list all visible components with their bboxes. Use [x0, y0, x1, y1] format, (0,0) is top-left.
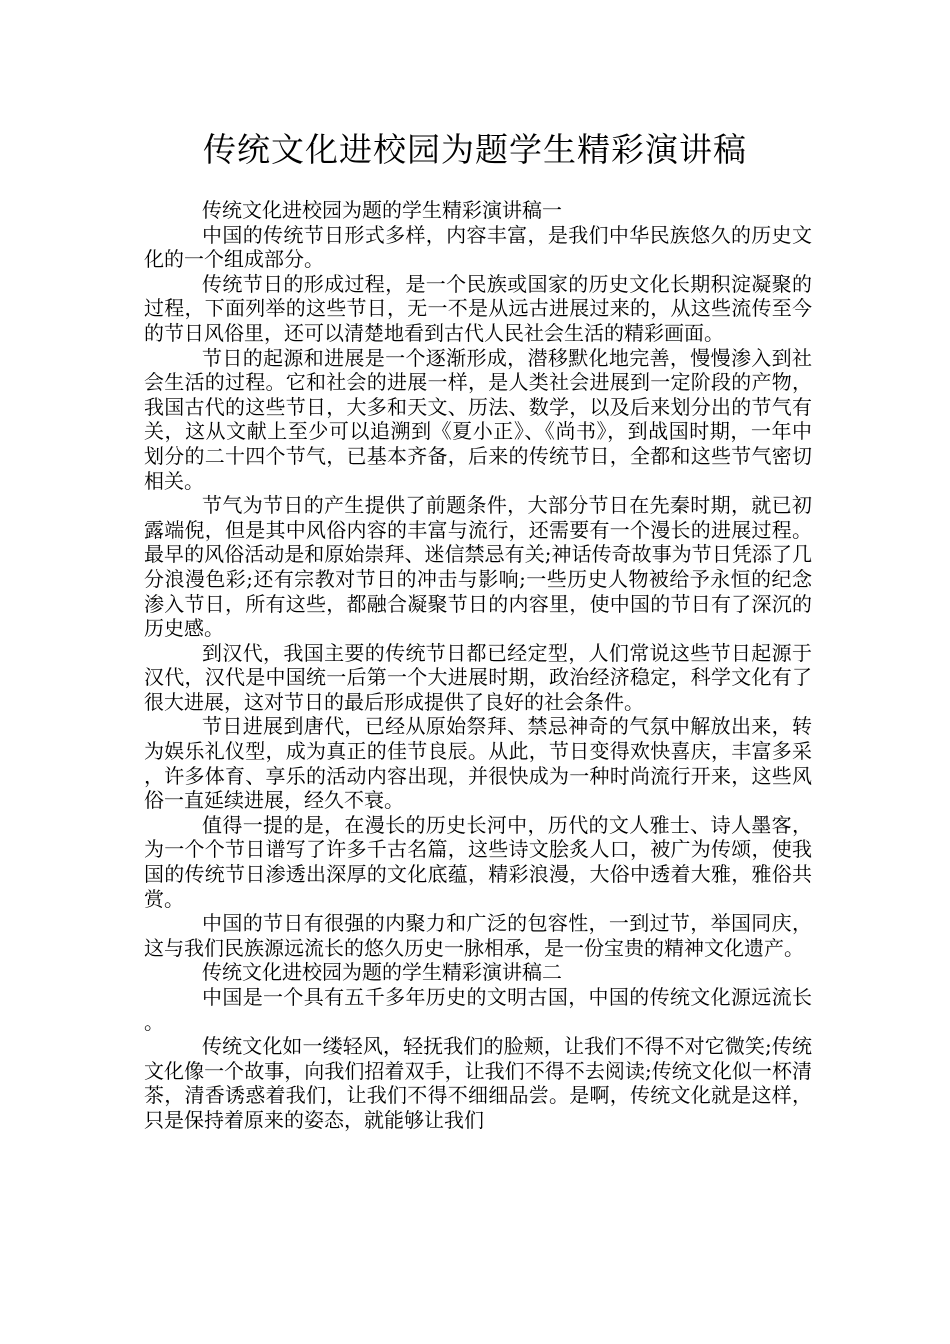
paragraph: 中国是一个具有五千多年历史的文明古国，中国的传统文化源远流长。	[144, 985, 812, 1034]
paragraph: 中国的节日有很强的内聚力和广泛的包容性，一到过节，举国同庆，这与我们民族源远流长的悠久历史一脉相承，是一份宝贵的精神文化遗产。	[144, 911, 812, 960]
paragraph: 节气为节日的产生提供了前题条件，大部分节日在先秦时期，就已初露端倪，但是其中风俗内容的丰富与流行，还需要有一个漫长的进展过程。最早的风俗活动是和原始崇拜、迷信禁忌有关;神话传奇故事为节日凭添了几分浪漫色彩;还有宗教对节日的冲击与影响;一些历史人物被给予永恒的纪念渗入节日，所有这些，都融合凝聚节日的内容里，使中国的节日有了深沉的历史感。	[144, 493, 812, 641]
paragraph: 传统文化如一缕轻风，轻抚我们的脸颊，让我们不得不对它微笑;传统文化像一个故事，向我们招着双手，让我们不得不去阅读;传统文化似一杯清茶，清香诱惑着我们，让我们不得不细细品尝。是啊，传统文化就是这样，只是保持着原来的姿态，就能够让我们	[144, 1034, 812, 1132]
document-title: 传统文化进校园为题学生精彩演讲稿	[203, 130, 747, 169]
section-heading-2: 传统文化进校园为题的学生精彩演讲稿二	[202, 960, 562, 985]
paragraph: 节日进展到唐代，已经从原始祭拜、禁忌神奇的气氛中解放出来，转为娱乐礼仪型，成为真正的佳节良辰。从此，节日变得欢快喜庆，丰富多采，许多体育、享乐的活动内容出现，并很快成为一种时尚流行开来，这些风俗一直延续进展，经久不衰。	[144, 714, 812, 813]
document-body	[144, 198, 812, 1133]
paragraph: 到汉代，我国主要的传统节日都已经定型，人们常说这些节日起源于汉代，汉代是中国统一后第一个大进展时期，政治经济稳定，科学文化有了很大进展，这对节日的最后形成提供了良好的社会条件。	[144, 640, 812, 714]
paragraph: 值得一提的是，在漫长的历史长河中，历代的文人雅士、诗人墨客，为一个个节日谱写了许多千古名篇，这些诗文脍炙人口，被广为传颂，使我国的传统节日渗透出深厚的文化底蕴，精彩浪漫，大俗中透着大雅，雅俗共赏。	[144, 812, 812, 911]
paragraph: 节日的起源和进展是一个逐渐形成，潜移默化地完善，慢慢渗入到社会生活的过程。它和社会的进展一样，是人类社会进展到一定阶段的产物，我国古代的这些节日，大多和天文、历法、数学，以及后来划分出的节气有关，这从文献上至少可以追溯到《夏小正》、《尚书》，到战国时期，一年中划分的二十四个节气，已基本齐备，后来的传统节日，全都和这些节气密切相关。	[144, 345, 812, 493]
paragraph: 中国的传统节日形式多样，内容丰富，是我们中华民族悠久的历史文化的一个组成部分。	[144, 222, 812, 272]
paragraph: 传统节日的形成过程，是一个民族或国家的历史文化长期积淀凝聚的过程，下面列举的这些节日，无一不是从远古进展过来的，从这些流传至今的节日风俗里，还可以清楚地看到古代人民社会生活的精彩画面。	[144, 271, 812, 345]
section-heading-1: 传统文化进校园为题的学生精彩演讲稿一	[202, 198, 562, 222]
